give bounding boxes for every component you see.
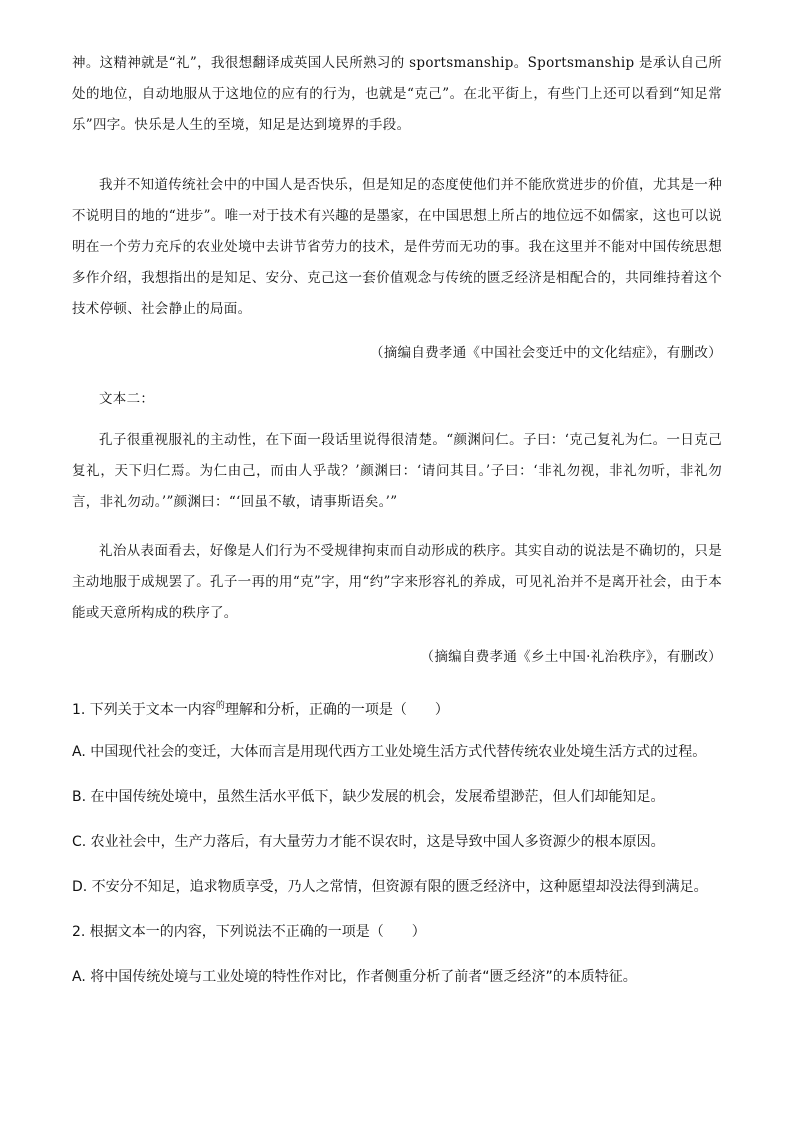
question-1-option-d: D. 不安分不知足，追求物质享受，乃人之常情，但资源有限的匮乏经济中，这种愿望却没法得到满足。 — [72, 879, 708, 895]
text1-paragraph-end: 神。这精神就是“礼”，我很想翻译成英国人民所熟习的 sportsmanship。Sportsmanship 是承认自己所处的地位，自动地服从于这地位的应有的行为，也就是“克己”。在北平街上，有些门上还可以看到“知足常乐”四字。快乐是人生的至境，知足是达到境界的手段。 — [72, 55, 722, 133]
question-1-stem-part-a: 1. 下列关于文本一内容 — [72, 702, 216, 718]
question-2-stem: 2. 根据文本一的内容，下列说法不正确的一项是（ ） — [72, 924, 426, 940]
text2-source: （摘编自费孝通《乡土中国·礼治秩序》，有删改） — [420, 649, 722, 665]
text2-paragraph-2: 礼治从表面看去，好像是人们行为不受规律拘束而自动形成的秩序。其实自动的说法是不确切的，只是主动地服于成规罢了。孔子一再的用“克”字，用“约”字来形容礼的养成，可见礼治并不是离开社会，由于本能或天意所构成的秩序了。 — [72, 543, 722, 621]
question-1-option-b: B. 在中国传统处境中，虽然生活水平低下，缺少发展的机会，发展希望渺茫，但人们却能知足。 — [72, 789, 665, 805]
question-1-option-c: C. 农业社会中，生产力落后，有大量劳力才能不误农时，这是导致中国人多资源少的根本原因。 — [72, 834, 665, 850]
question-1-stem-part-b: 理解和分析，正确的一项是（ ） — [224, 702, 449, 718]
text1-paragraph-2: 我并不知道传统社会中的中国人是否快乐，但是知足的态度使他们并不能欣赏进步的价值，尤其是一种不说明目的地的“进步”。唯一对于技术有兴趣的是墨家，在中国思想上所占的地位远不如儒家，这也可以说明在一个劳力充斥的农业处境中去讲节省劳力的技术，是件劳而无功的事。我在这里并不能对中国传统思想多作介绍，我想指出的是知足、安分、克己这一套价值观念与传统的匮乏经济是相配合的，共同维持着这个技术停顿、社会静止的局面。 — [72, 177, 722, 317]
text2-heading: 文本二： — [99, 391, 155, 407]
text1-source: （摘编自费孝通《中国社会变迁中的文化结症》，有删改） — [369, 345, 722, 361]
question-1-stem — [72, 695, 732, 721]
text2-paragraph-1: 孔子很重视服礼的主动性，在下面一段话里说得很清楚。“颜渊问仁。子曰：‘克己复礼为仁。一日克己复礼，天下归仁焉。为仁由己，而由人乎哉？’颜渊曰：‘请问其目。’子曰：‘非礼勿视，非礼勿听，非礼勿言，非礼勿动。’”颜渊曰：“‘回虽不敏，请事斯语矣。’” — [72, 432, 722, 510]
question-1-stem-mark: 的 — [215, 701, 225, 711]
question-2-option-a: A. 将中国传统处境与工业处境的特性作对比，作者侧重分析了前者“匮乏经济”的本质特征。 — [72, 969, 637, 985]
question-1-option-a: A. 中国现代社会的变迁，大体而言是用现代西方工业处境生活方式代替传统农业处境生活方式的过程。 — [72, 744, 707, 760]
